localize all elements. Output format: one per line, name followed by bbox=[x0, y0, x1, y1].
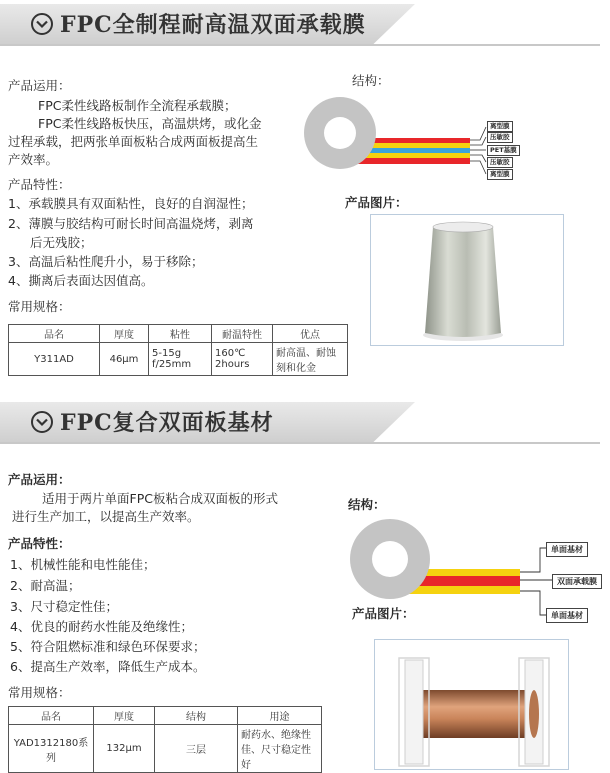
table-row bbox=[9, 343, 348, 376]
application-line: 产效率。 bbox=[8, 152, 59, 167]
section2-product-photo bbox=[374, 639, 569, 770]
table-header: 厚度 bbox=[94, 707, 155, 725]
section2-application-heading: 产品运用： bbox=[8, 472, 71, 487]
table-header: 品名 bbox=[9, 325, 100, 343]
layer-label: 单面基材 bbox=[546, 542, 588, 557]
table-header-row bbox=[9, 707, 322, 725]
table-cell: 160℃ 2hours bbox=[212, 343, 273, 376]
section2-structure-label: 结构： bbox=[348, 497, 386, 512]
feature-item: 1、机械性能和电性能佳； bbox=[10, 557, 156, 572]
feature-item: 2、薄膜与胶结构可耐长时间高温烧烤，剥离 bbox=[8, 216, 254, 231]
section1-title: FPC全制程耐高温双面承载膜 bbox=[60, 12, 366, 38]
table-header: 优点 bbox=[273, 325, 348, 343]
feature-item: 4、撕离后表面达因值高。 bbox=[8, 273, 154, 288]
section1-product-photo bbox=[370, 214, 564, 346]
application-line: 进行生产加工，以提高生产效率。 bbox=[12, 509, 200, 524]
table-header: 厚度 bbox=[100, 325, 149, 343]
section2-title: FPC复合双面板基材 bbox=[60, 410, 274, 436]
table-row bbox=[9, 725, 322, 773]
section2-photo-label: 产品图片： bbox=[352, 606, 415, 621]
table-header: 结构 bbox=[155, 707, 238, 725]
feature-item: 3、高温后粘性爬升小，易于移除； bbox=[8, 254, 204, 269]
layer-label: 双面承载膜 bbox=[552, 574, 602, 589]
layer-label: PET基膜 bbox=[487, 145, 520, 156]
table-header: 粘性 bbox=[149, 325, 212, 343]
table-cell: 5-15g f/25mm bbox=[149, 343, 212, 376]
feature-item: 1、承载膜具有双面粘性，良好的自润湿性； bbox=[8, 196, 254, 211]
application-line: 适用于两片单面FPC板粘合成双面板的形式 bbox=[42, 491, 278, 506]
application-line: FPC柔性线路板快压，高温烘烤，或化金 bbox=[38, 116, 262, 131]
layer-label: 离型膜 bbox=[487, 169, 513, 180]
table-cell: Y311AD bbox=[9, 343, 100, 376]
feature-item: 4、优良的耐药水性能及绝缘性； bbox=[10, 619, 193, 634]
section1-application-heading: 产品运用： bbox=[8, 78, 71, 93]
table-header: 用途 bbox=[238, 707, 322, 725]
feature-item: 后无残胶； bbox=[30, 235, 93, 250]
feature-item: 6、提高生产效率，降低生产成本。 bbox=[10, 659, 206, 674]
application-line: 过程承载，把两张单面板粘合成两面板提高生 bbox=[8, 134, 259, 149]
section2-features-heading: 产品特性： bbox=[8, 536, 71, 551]
table-cell: YAD1312180系列 bbox=[9, 725, 94, 773]
section1-spec-table bbox=[8, 324, 348, 376]
layer-label: 单面基材 bbox=[546, 608, 588, 623]
section1-features-heading: 产品特性： bbox=[8, 177, 71, 192]
application-line: FPC柔性线路板制作全流程承载膜； bbox=[38, 98, 237, 113]
section1-structure-label: 结构： bbox=[352, 73, 390, 88]
table-header-row bbox=[9, 325, 348, 343]
feature-item: 2、耐高温； bbox=[10, 578, 81, 593]
section1-spec-heading: 常用规格： bbox=[8, 299, 71, 314]
section1-banner bbox=[0, 4, 415, 44]
feature-item: 5、符合阻燃标准和绿色环保要求； bbox=[10, 639, 206, 654]
table-cell: 三层 bbox=[155, 725, 238, 773]
table-cell: 耐高温、耐蚀刻和化金 bbox=[273, 343, 348, 376]
section2-spec-table bbox=[8, 706, 322, 773]
table-header: 耐温特性 bbox=[212, 325, 273, 343]
section2-spec-heading: 常用规格： bbox=[8, 685, 71, 700]
section1-photo-label: 产品图片： bbox=[345, 195, 408, 210]
feature-item: 3、尺寸稳定性佳； bbox=[10, 599, 118, 614]
layer-label: 压敏胶 bbox=[487, 132, 513, 143]
table-cell: 耐药水、绝缘性佳、尺寸稳定性好 bbox=[238, 725, 322, 773]
layer-label: 离型膜 bbox=[487, 121, 513, 132]
section2-banner bbox=[0, 402, 415, 442]
layer-label: 压敏胶 bbox=[487, 157, 513, 168]
table-cell: 132μm bbox=[94, 725, 155, 773]
table-header: 品名 bbox=[9, 707, 94, 725]
chevron-circle-icon bbox=[30, 410, 54, 434]
table-cell: 46μm bbox=[100, 343, 149, 376]
chevron-circle-icon bbox=[30, 12, 54, 36]
